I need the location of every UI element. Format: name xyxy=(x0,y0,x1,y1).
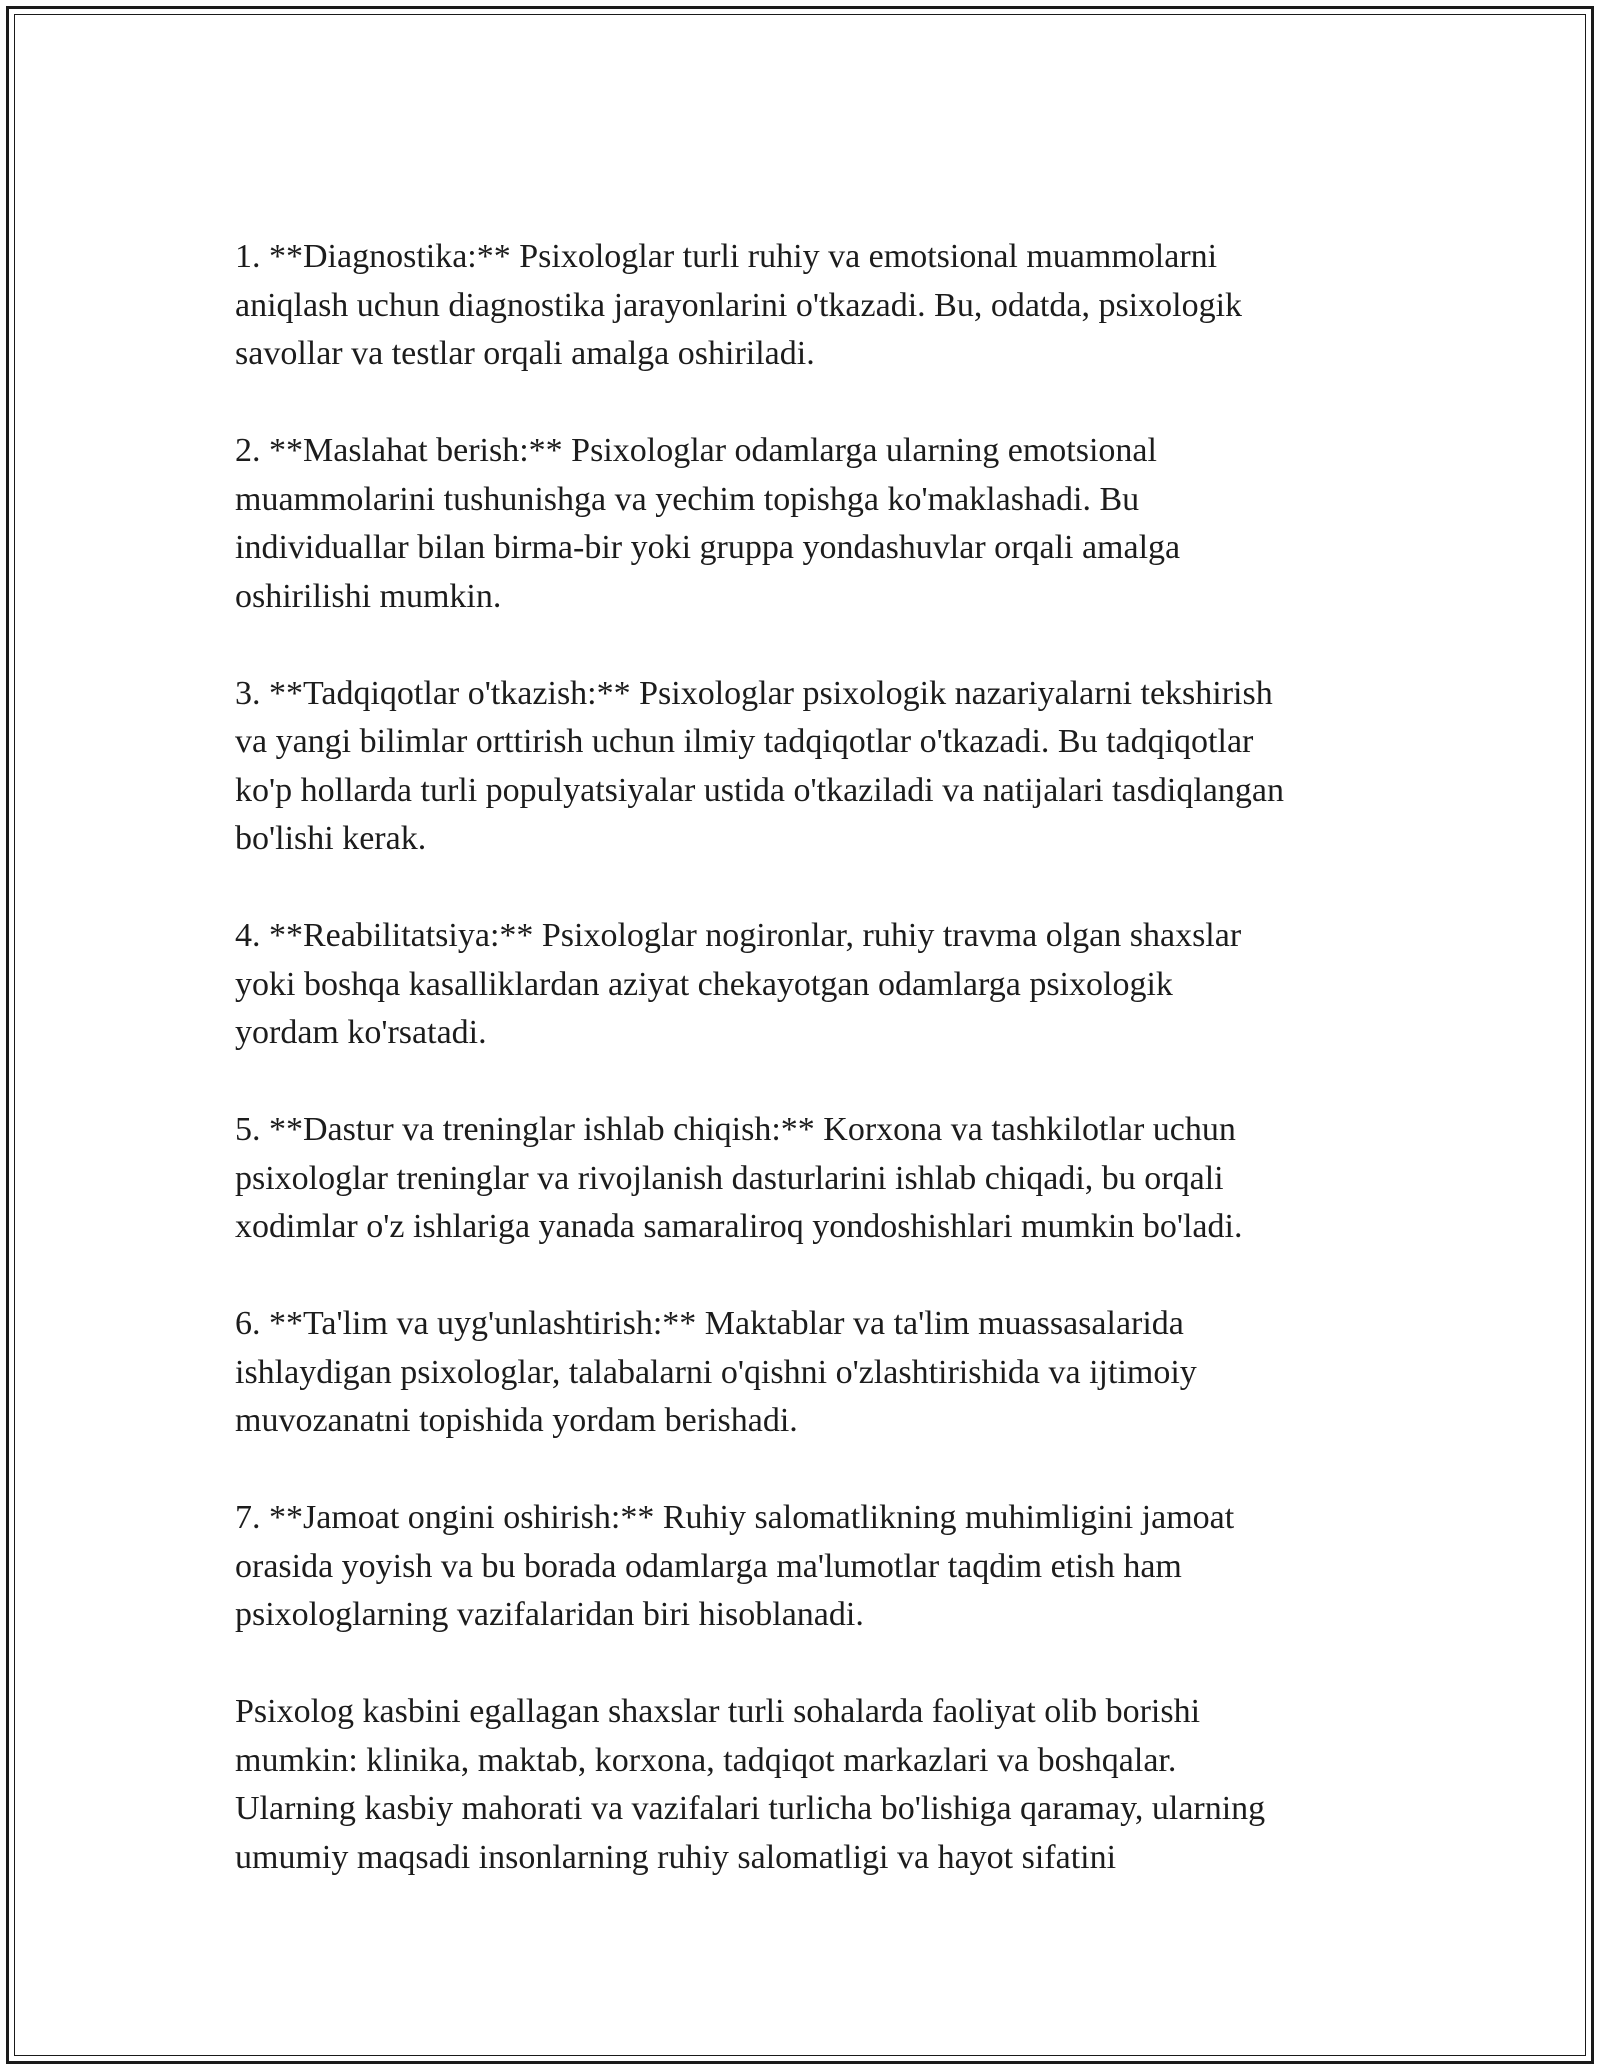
paragraph-talim: 6. **Ta'lim va uyg'unlashtirish:** Maktablar va ta'lim muassasalarida ishlaydigan psixologlar, talabalarni o'qishni o'zlashtirishida va ijtimoiy muvozanatni topishida yordam berishadi. xyxy=(235,1305,1197,1439)
paragraph-diagnostika: 1. **Diagnostika:** Psixologlar turli ruhiy va emotsional muammolarni aniqlash uchun diagnostika jarayonlarini o'tkazadi. Bu, odatda, psixologik savollar va testlar orqali amalga oshiriladi. xyxy=(235,238,1243,372)
document-body xyxy=(235,233,1395,1882)
paragraph-jamoat-ongi: 7. **Jamoat ongini oshirish:** Ruhiy salomatlikning muhimligini jamoat orasida yoyish va bu borada odamlarga ma'lumotlar taqdim etish ham psixologlarning vazifalaridan biri hisoblanadi. xyxy=(235,1499,1235,1633)
paragraph-reabilitatsiya: 4. **Reabilitatsiya:** Psixologlar nogironlar, ruhiy travma olgan shaxslar yoki boshqa kasalliklardan aziyat chekayotgan odamlarga psixologik yordam ko'rsatadi. xyxy=(235,917,1242,1051)
paragraph-dastur-treninglar: 5. **Dastur va treninglar ishlab chiqish:** Korxona va tashkilotlar uchun psixologlar treninglar va rivojlanish dasturlarini ishlab chiqadi, bu orqali xodimlar o'z ishlariga yanada samaraliroq yondoshishlari mumkin bo'ladi. xyxy=(235,1111,1243,1245)
paragraph-tadqiqotlar: 3. **Tadqiqotlar o'tkazish:** Psixologlar psixologik nazariyalarni tekshirish va yangi bilimlar orttirish uchun ilmiy tadqiqotlar o'tkazadi. Bu tadqiqotlar ko'p hollarda turli populyatsiyalar ustida o'tkaziladi va natijalari tasdiqlangan bo'lishi kerak. xyxy=(235,674,1284,857)
paragraph-maslahat-berish: 2. **Maslahat berish:** Psixologlar odamlarga ularning emotsional muammolarini tushunishga va yechim topishga ko'maklashadi. Bu individuallar bilan birma-bir yoki gruppa yondashuvlar orqali amalga oshirilishi mumkin. xyxy=(235,432,1181,615)
paragraph-conclusion: Psixolog kasbini egallagan shaxslar turli sohalarda faoliyat olib borishi mumkin: klinika, maktab, korxona, tadqiqot markazlari va boshqalar. Ularning kasbiy mahorati va vazifalari turlicha bo'lishiga qaramay, ularning umumiy maqsadi insonlarning ruhiy salomatligi va hayot sifatini xyxy=(235,1693,1266,1876)
